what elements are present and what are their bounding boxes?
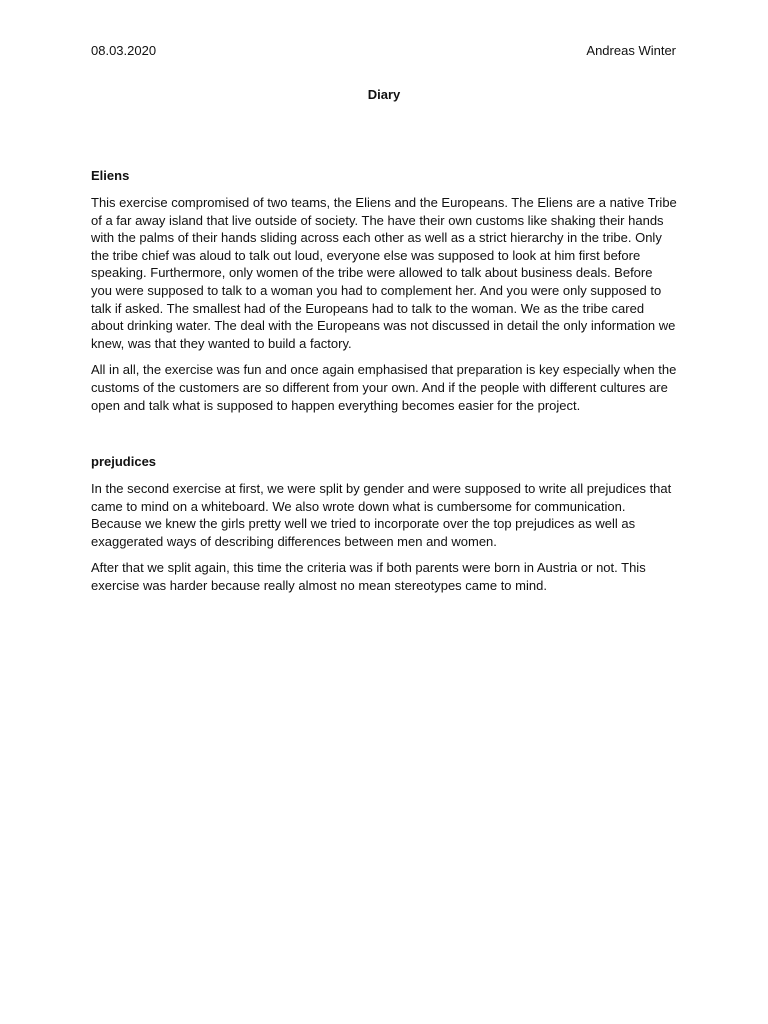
section-heading: prejudices [91, 454, 157, 469]
section-prejudices [91, 453, 677, 604]
header-author: Andreas Winter [586, 43, 676, 58]
document-title: Diary [367, 87, 401, 102]
paragraph: All in all, the exercise was fun and once again emphasised that preparation is key especially when the customs of the customers are so different from your own. And if the people with different cultures are open and talk what is supposed to happen everything becomes easier for the project. [91, 362, 677, 413]
section-eliens [91, 167, 677, 423]
section-heading: Eliens [91, 168, 130, 183]
paragraph: After that we split again, this time the criteria was if both parents were born in Austria or not. This exercise was harder because really almost no mean stereotypes came to mind. [91, 560, 646, 593]
header-date: 08.03.2020 [91, 43, 157, 58]
page-header [91, 42, 676, 60]
paragraph: This exercise compromised of two teams, the Eliens and the Europeans. The Eliens are a native Tribe of a far away island that live outside of society. The have their own customs like shaking their hands with the palms of their hands sliding across each other as well as a strict hierarchy in the tribe. Only the tribe chief was aloud to talk out loud, everyone else was supposed to look at him first before speaking. Furthermore, only women of the tribe were allowed to talk about business deals. Before you were supposed to talk to a woman you had to complement her. And you were only supposed to talk if asked. The smallest had of the Europeans had to talk to the woman. We as the tribe cared about drinking water. The deal with the Europeans was not discussed in detail the only information we knew, was that they wanted to build a factory. [91, 195, 677, 351]
paragraph: In the second exercise at first, we were split by gender and were supposed to write all prejudices that came to mind on a whiteboard. We also wrote down what is cumbersome for communication. Because we knew the girls pretty well we tried to incorporate over the top prejudices as well as exaggerated ways of describing differences between men and women. [91, 481, 672, 549]
